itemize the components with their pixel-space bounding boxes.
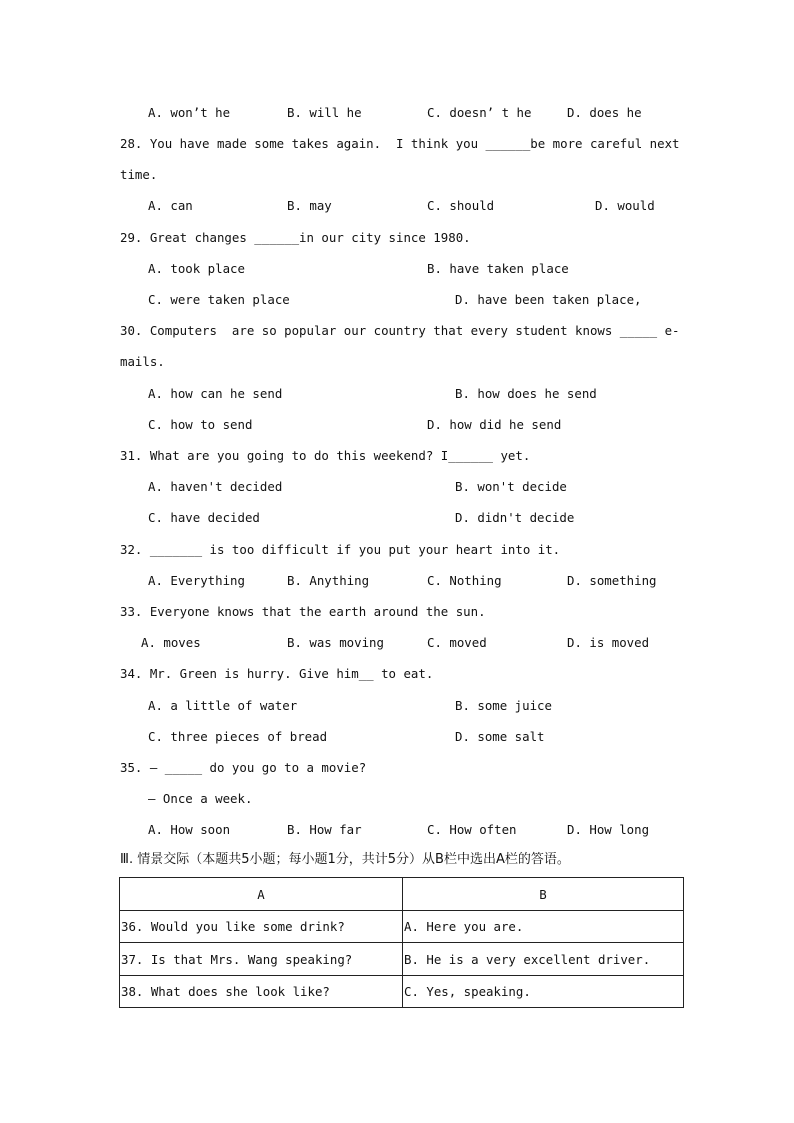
q35-option-c: C. How often: [427, 822, 517, 837]
column-header-a: A: [120, 878, 403, 911]
q30-stem-cont: mails.: [120, 354, 165, 369]
row-37-answer: B. He is a very excellent driver.: [403, 943, 684, 976]
q30-option-d: D. how did he send: [427, 417, 562, 432]
q28-option-a: A. can: [148, 198, 193, 213]
q34-option-a: A. a little of water: [148, 698, 298, 713]
q33-option-d: D. is moved: [567, 635, 650, 650]
q29-stem: 29. Great changes ______in our city since 1980.: [120, 230, 471, 245]
q31-option-c: C. have decided: [148, 510, 260, 525]
matching-table: [119, 877, 684, 1008]
q28-stem: 28. You have made some takes again. I think you ______be more careful next: [120, 136, 680, 151]
section3-title: Ⅲ. 情景交际（本题共5小题；每小题1分，共计5分）从B栏中选出A栏的答语。: [120, 852, 570, 867]
q32-option-a: A. Everything: [148, 573, 245, 588]
q29-option-b: B. have taken place: [427, 261, 569, 276]
q35-option-d: D. How long: [567, 822, 650, 837]
row-38-answer: C. Yes, speaking.: [403, 976, 684, 1008]
q28-option-b: B. may: [287, 198, 332, 213]
q31-option-d: D. didn't decide: [455, 510, 575, 525]
q35-option-b: B. How far: [287, 822, 362, 837]
q33-option-a: A. moves: [141, 635, 201, 650]
q33-option-b: B. was moving: [287, 635, 384, 650]
q32-option-d: D. something: [567, 573, 657, 588]
q32-option-b: B. Anything: [287, 573, 370, 588]
q27-option-c: C. doesn’ t he: [427, 105, 532, 120]
q31-stem: 31. What are you going to do this weekend? I______ yet.: [120, 448, 531, 463]
q28-option-c: C. should: [427, 198, 495, 213]
table-row: [120, 943, 684, 976]
q35-reply: — Once a week.: [148, 791, 253, 806]
q30-option-a: A. how can he send: [148, 386, 283, 401]
q35-option-a: A. How soon: [148, 822, 231, 837]
q34-option-c: C. three pieces of bread: [148, 729, 328, 744]
row-37-question: 37. Is that Mrs. Wang speaking?: [120, 943, 403, 976]
q32-stem: 32. _______ is too difficult if you put your heart into it.: [120, 542, 561, 557]
q34-option-b: B. some juice: [455, 698, 552, 713]
column-header-b: B: [403, 878, 684, 911]
q34-option-d: D. some salt: [455, 729, 545, 744]
q31-option-b: B. won't decide: [455, 479, 567, 494]
table-header-row: [120, 878, 684, 911]
q33-stem: 33. Everyone knows that the earth around the sun.: [120, 604, 486, 619]
row-36-question: 36. Would you like some drink?: [120, 911, 403, 943]
row-38-question: 38. What does she look like?: [120, 976, 403, 1008]
q32-option-c: C. Nothing: [427, 573, 502, 588]
q29-option-d: D. have been taken place,: [455, 292, 642, 307]
table-row: [120, 911, 684, 943]
q30-option-c: C. how to send: [148, 417, 253, 432]
q35-stem: 35. — _____ do you go to a movie?: [120, 760, 367, 775]
q28-option-d: D. would: [595, 198, 655, 213]
q34-stem: 34. Mr. Green is hurry. Give him__ to eat.: [120, 666, 434, 681]
table-row: [120, 976, 684, 1008]
q27-option-b: B. will he: [287, 105, 362, 120]
q29-option-a: A. took place: [148, 261, 245, 276]
q30-option-b: B. how does he send: [455, 386, 597, 401]
q30-stem: 30. Computers are so popular our country that every student knows _____ e-: [120, 323, 680, 338]
q29-option-c: C. were taken place: [148, 292, 290, 307]
q33-option-c: C. moved: [427, 635, 487, 650]
q27-option-a: A. won’t he: [148, 105, 231, 120]
q27-option-d: D. does he: [567, 105, 642, 120]
row-36-answer: A. Here you are.: [403, 911, 684, 943]
q28-stem-cont: time.: [120, 167, 158, 182]
q31-option-a: A. haven't decided: [148, 479, 283, 494]
